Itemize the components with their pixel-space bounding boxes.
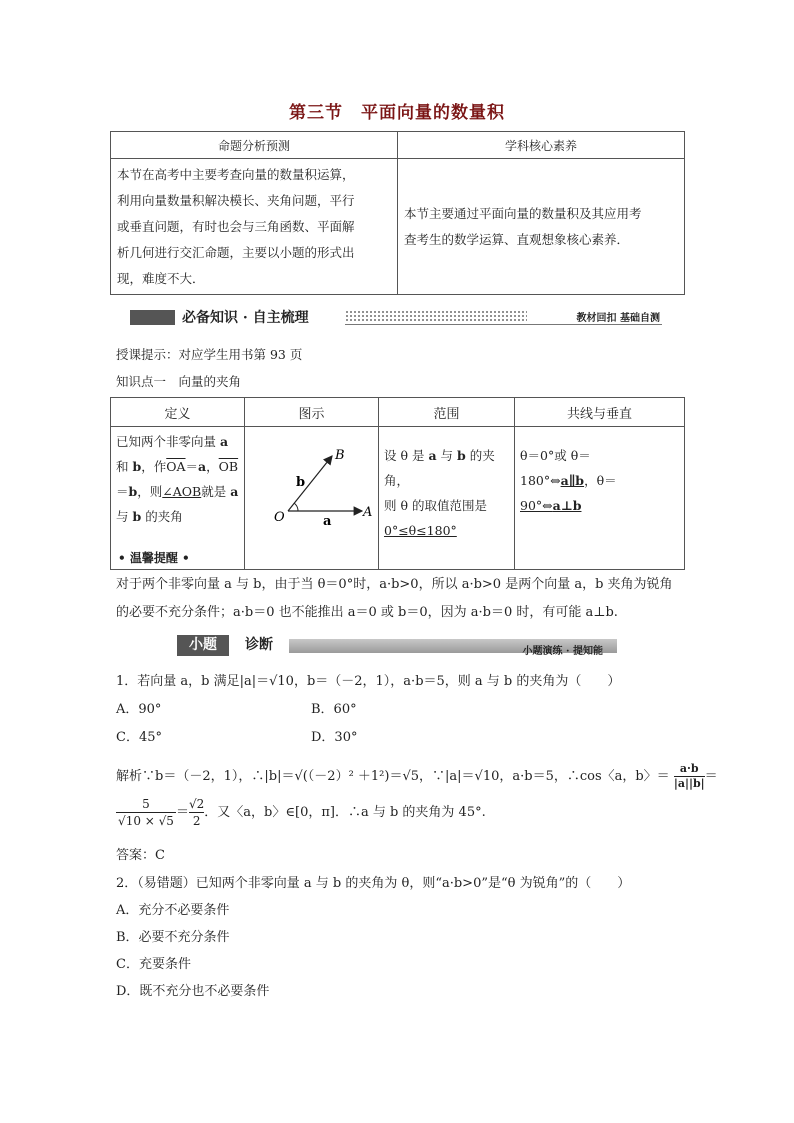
table-header: 共线与垂直	[515, 398, 685, 427]
banner-subtitle: 教材回扣 基础自测	[576, 313, 660, 324]
banner-rule	[345, 324, 662, 325]
range-cell: 设 θ 是 a 与 b 的夹角， 则 θ 的取值范围是 0°≤θ≤180°	[379, 427, 515, 570]
option-a: A．充分不必要条件	[116, 903, 230, 918]
table-header: 范围	[379, 398, 515, 427]
label-vector-a: a	[323, 514, 332, 529]
vector-b-arrow	[288, 456, 332, 511]
quiz-banner	[177, 635, 617, 657]
knowledge-point-heading: 知识点一 向量的夹角	[116, 374, 242, 389]
banner-tag: 小题	[177, 635, 229, 656]
table-header: 定义	[111, 398, 245, 427]
vector-oa: $\overline{OA}$	[166, 459, 186, 474]
solution-line: $\frac{5}{√10 \times √5}$ ＝ $\frac{√2}{2}$ ．又〈a，b〉∈[0，π]．∴a 与 b 的夹角为 45°.	[116, 796, 486, 829]
definition-cell: 已知两个非零向量 a 和 b，作$\overline{OA}=a$，$\overline{OB}$ ＝b，则∠AOB就是 a 与 b 的夹角	[111, 427, 245, 570]
label-vector-b: b	[296, 475, 306, 490]
option-d: D．既不充分也不必要条件	[116, 984, 270, 999]
question-2-stem: 2．（易错题）已知两个非零向量 a 与 b 的夹角为 θ，则“a·b>0”是“θ 为锐角”的（ ）	[116, 876, 631, 891]
analysis-table	[110, 131, 685, 295]
solution-line: 解析∵b＝（－2，1），∴|b|＝√(（－2）² ＋1²)＝√5，∵|a|＝√10，a·b＝5，∴cos〈a，b〉＝ $\frac{a\cdot b}{|a||b|}$ ＝	[116, 762, 718, 790]
option-b: B．60°	[311, 702, 357, 717]
label-b-point: B	[335, 448, 345, 463]
option-c: C．45°	[116, 730, 162, 745]
option-c: C．充要条件	[116, 957, 191, 972]
table-cell: 本节在高考中主要考查向量的数量积运算， 利用向量数量积解决模长、夹角问题，平行 或垂直问题，有时也会与三角函数、平面解 析几何进行交汇命题，主要以小题的形式出 现，难度不大．	[111, 159, 398, 295]
answer: 答案：C	[116, 848, 165, 863]
teaching-hint: 授课提示：对应学生用书第 93 页	[116, 347, 303, 362]
section-banner	[130, 307, 662, 329]
banner-bar: 小题演练 · 提知能	[289, 639, 617, 653]
table-header: 图示	[245, 398, 379, 427]
angle-diagram	[250, 429, 371, 547]
angle-table	[110, 397, 685, 570]
vector-ob: $\overline{OB}$	[218, 459, 239, 474]
page-title: 第三节 平面向量的数量积	[289, 103, 505, 123]
reminder-heading: • 温馨提醒 •	[118, 551, 190, 565]
label-a-point: A	[363, 505, 373, 520]
reminder-line: 对于两个非零向量 a 与 b，由于当 θ＝0°时，a·b>0，所以 a·b>0 是两个向量 a，b 夹角为锐角	[116, 577, 673, 592]
angle-arc	[294, 503, 298, 511]
diagram-cell	[245, 427, 379, 570]
banner-tag: 诊断	[233, 635, 285, 656]
question-1-stem: 1．若向量 a，b 满足|a|＝√10，b＝（－2，1），a·b＝5，则 a 与 b 的夹角为（ ）	[116, 674, 621, 689]
label-o-point: O	[274, 510, 285, 525]
table-cell: 本节主要通过平面向量的数量积及其应用考 查考生的数学运算、直观想象核心素养．	[398, 159, 685, 295]
table-header: 学科核心素养	[398, 132, 685, 159]
banner-dots	[345, 310, 527, 322]
option-a: A．90°	[116, 702, 162, 717]
banner-bar	[130, 310, 175, 325]
collinear-cell: θ＝0°或 θ＝ 180°⇔a∥b，θ＝ 90°⇔a⊥b	[515, 427, 685, 570]
option-b: B．必要不充分条件	[116, 930, 230, 945]
option-d: D．30°	[311, 730, 358, 745]
banner-title: 必备知识 · 自主梳理	[182, 310, 309, 326]
table-header: 命题分析预测	[111, 132, 398, 159]
reminder-line: 的必要不充分条件；a·b＝0 也不能推出 a＝0 或 b＝0，因为 a·b＝0 时，有可能 a⊥b.	[116, 605, 618, 620]
